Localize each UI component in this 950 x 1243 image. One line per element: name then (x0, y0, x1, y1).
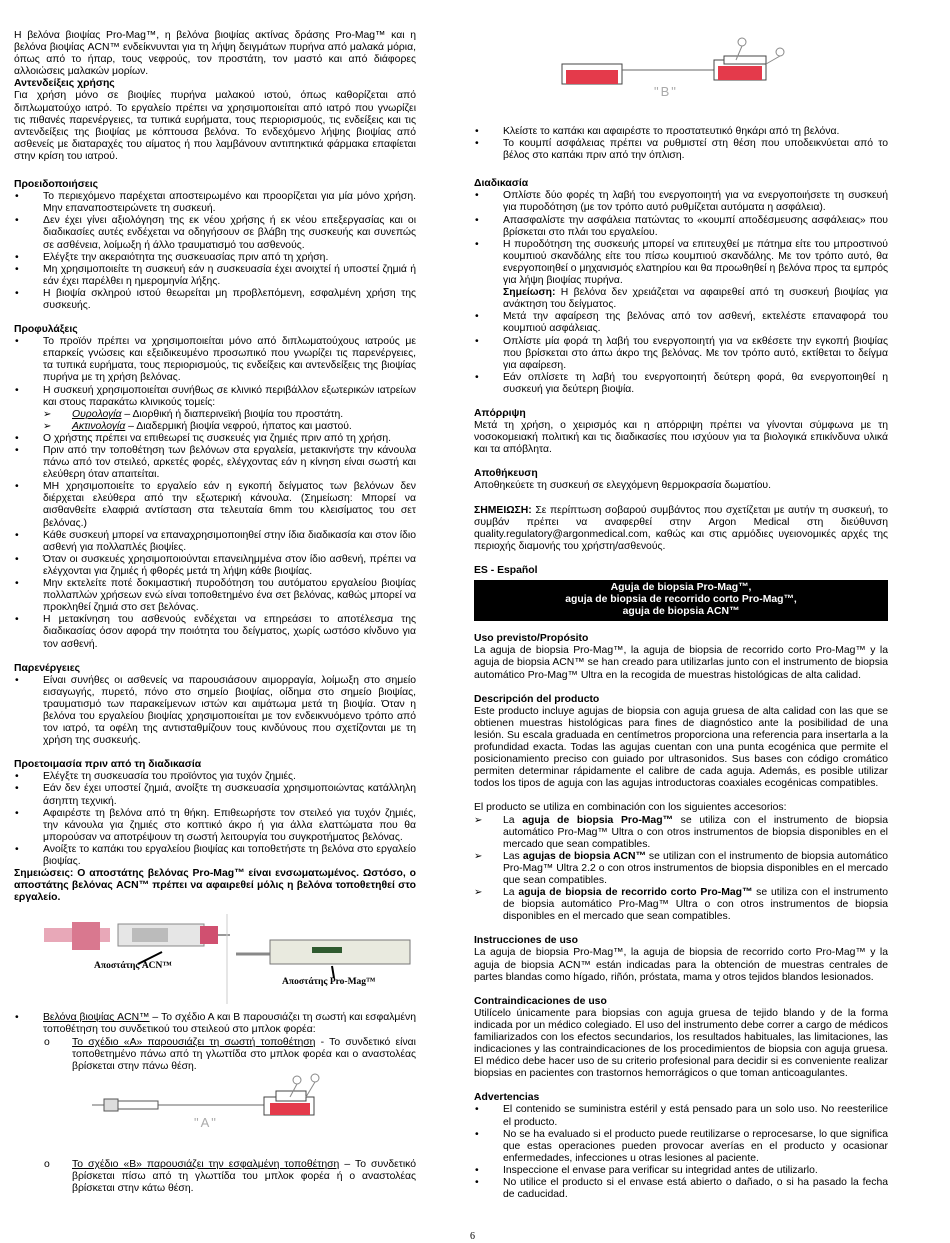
list-item: • Κλείστε το καπάκι και αφαιρέστε το προστατευτικό θηκάρι από τη βελόνα. (474, 126, 888, 138)
spacer-figures (14, 914, 416, 1010)
list-item: • Το κουμπί ασφάλειας πρέπει να ρυθμιστεί στη θέση που υποδεικνύεται από το βέλος στο καπάκι πριν από την όπλιση. (474, 138, 888, 162)
list-item (43, 409, 416, 421)
clinical-areas-list (14, 409, 416, 433)
list-item: • No se ha evaluado si el producto puede reutilizarse o reprocesarse, lo que significa que estas operaciones pueden provocar averías en el producto y ocasionar enfermedades, infecciones u otras lesiones al paciente. (474, 1129, 888, 1165)
precautions-heading: Προφυλάξεις (14, 324, 78, 336)
accessory-desc: se utilizan con el instrumento de biopsia automático Pro-Mag™ Ultra 2.2 o con otros instrumentos de biopsia disponibles en el mercado que sean compatibles. (503, 850, 889, 886)
list-item (14, 1159, 416, 1195)
acn-instructions-list (14, 1012, 416, 1036)
list-item: • Ελέγξτε την ακεραιότητα της συσκευασίας πριν από τη χρήση. (14, 252, 416, 264)
accessory-prefix: La (503, 887, 519, 899)
accessory-prefix: Las (503, 850, 523, 862)
acn-spacer-caption: Αποστάτης ACN™ (94, 961, 172, 972)
list-item: • Μην εκτελείτε ποτέ δοκιμαστική πυροδότηση του αυτόματου εργαλείου βιοψίας πολλαπλών χρήσεων ενώ είναι τοποθετημένο ένα σετ βελόνας, καθώς μπορεί να προκληθεί ζημιά στο σετ βελόνας. (14, 578, 416, 614)
list-item (474, 887, 888, 923)
list-item (474, 239, 888, 312)
list-item: • Μετά την αφαίρεση της βελόνας από τον ασθενή, εκτελέστε επαναφορά του κουμπιού ασφάλειας. (474, 311, 888, 335)
banner-line: aguja de biopsia de recorrido corto Pro-Mag™, (565, 594, 797, 606)
list-item: • El contenido se suministra estéril y está pensado para un solo uso. No reesterilice el producto. (474, 1104, 888, 1128)
list-item: • Δεν έχει γίνει αξιολόγηση της εκ νέου χρήσης ή εκ νέου επεξεργασίας και οι διαδικασίες αυτές ενδέχεται να οδηγήσουν σε βλάβη της συσκευής και συνεπώς σε ασθένεια, λοίμωξη ή άλλο τραυματισμό του ασθενούς. (14, 215, 416, 251)
list-item (14, 1037, 416, 1073)
incident-notice-text: Σε περίπτωση σοβαρού συμβάντος που σχετίζεται με αυτήν τη συσκευή, το συμβάν πρέπει να αναφερθεί στην Argon Medical στη διεύθυνση quality.regulatory@argonmedical.com, καθώς και στις αρμόδιες υγειονομικές αρχές της περιοχής διαμονής του χρήστη/ασθενούς. (474, 504, 888, 552)
product-description-text: Este producto incluye agujas de biopsia con aguja gruesa de alta calidad con las que se obtienen muestras histológicas para fines de diagnóstico ante la posibilidad de una lesión. Su escala graduada en centímetros proporciona una referencia para insertarla a la profundidad exacta. Todas las agujas cuentan con una punta ecogénica que permite el posicionamiento preciso con guiado por ultrasonidos. Sus bases con código cromático permiten determinar rápidamente el calibre de cada aguja. Además, es posible utilizar todos los tipos de aguja con las agujas introductoras coaxiales ecogénicas compatibles. (474, 705, 888, 790)
storage-text: Αποθηκεύετε τη συσκευή σε ελεγχόμενη θερμοκρασία δωματίου. (474, 480, 771, 492)
list-item: • No utilice el producto si el envase está abierto o dañado, o si ha pasado la fecha de caducidad. (474, 1177, 888, 1201)
intended-use-text: La aguja de biopsia Pro-Mag™, la aguja de biopsia de recorrido corto Pro-Mag™ y la aguja de biopsia ACN™ se han creado para utilizarlas junto con el instrumento de biopsia automático Pro-Mag™ Ultra en la recogida de muestras histológicas de alta calidad. (474, 645, 888, 681)
list-item: • Απασφαλίστε την ασφάλεια πατώντας το «κουμπί αποδέσμευσης ασφάλειας» που βρίσκεται στο πλάι του εργαλείου. (474, 215, 888, 239)
spanish-title-banner (474, 580, 888, 621)
list-item: • Εάν οπλίσετε τη λαβή του ενεργοποιητή δεύτερη φορά, θα ενεργοποιηθεί η συσκευή για δεύτερη βιοψία. (474, 372, 888, 396)
list-item: • Το περιεχόμενο παρέχεται αποστειρωμένο και προορίζεται για μία μόνο χρήση. Μην επαναποστειρώνετε τη συσκευή. (14, 191, 416, 215)
precautions-list (14, 336, 416, 409)
list-item (43, 421, 416, 433)
procedure-note-text: Η βελόνα δεν χρειάζεται να αφαιρεθεί από τη συσκευή βιοψίας για ανάκτηση του δείγματος. (503, 287, 888, 311)
list-item: • Κάθε συσκευή μπορεί να επαναχρησιμοποιηθεί στην ίδια διαδικασία και στον ίδιο ασθενή για πολλαπλές βιοψίες. (14, 530, 416, 554)
list-item (474, 815, 888, 851)
incident-notice (474, 505, 888, 553)
banner-line: Aguja de biopsia Pro-Mag™, (610, 582, 752, 593)
drawing-a-list (14, 1037, 416, 1073)
drawing-a-figure (14, 1073, 416, 1159)
warnings-heading: Προειδοποιήσεις (14, 179, 99, 191)
drawing-a-term: Το σχέδιο «Α» παρουσιάζει τη σωστή τοποθέτηση (72, 1036, 316, 1048)
list-item: • Η μετακίνηση του ασθενούς ενδέχεται να επηρεάσει το αποτέλεσμα της διαδικασίας όσον αφορά την ποιότητα του δείγματος, χωρίς ωστόσο κίνδυνο για τον ασθενή. (14, 614, 416, 650)
instructions-text: La aguja de biopsia Pro-Mag™, la aguja de biopsia de recorrido corto Pro-Mag™ y la aguja de biopsia ACN™ están indicadas para la obtención de muestras centrales de partes blandas como hígado, riñón, próstata, mama y otros tejidos blandos lesionados. (474, 947, 888, 983)
contraindications-es-heading: Contraindicaciones de uso (474, 995, 607, 1007)
spacer-note: Σημειώσεις: Ο αποστάτης βελόνας Pro-Mag™ είναι ενσωματωμένος. Ωστόσο, ο αποστάτης βελόνας ACN™ πρέπει να αφαιρεθεί μόλις η βελόνα τοποθετηθεί στο εργαλείο. (14, 868, 416, 904)
accessory-desc: se utiliza con el instrumento de biopsia automático Pro-Mag™ Ultra o con otros instrumentos de biopsia disponibles en el mercado que sean compatibles. (503, 887, 888, 923)
instructions-heading: Instrucciones de uso (474, 935, 578, 947)
preparation-heading: Προετοιμασία πριν από τη διαδικασία (14, 759, 202, 771)
drawing-b-figure (474, 30, 888, 126)
drawing-a-desc: - Το συνδετικό είναι τοποθετημένο πάνω από τη γλωττίδα στο μπλοκ φορέα και ο αναστολέας βρίσκεται στην πάνω θέση. (72, 1036, 416, 1072)
accessory-name: aguja de biopsia Pro-Mag™ (522, 814, 673, 826)
promag-spacer-caption: Αποστάτης Pro-Mag™ (282, 977, 376, 988)
page-number: 6 (470, 1231, 475, 1242)
contraindications-es-text: Utilícelo únicamente para biopsias con aguja gruesa de tejido blando y de la forma indicada por un médico colegiado. El uso del instrumento debe correr a cargo de médicos familiarizados con los efectos secundarios, los resultados habituales, las limitaciones, las indicaciones y las contraindicaciones de los procedimientos de biopsia con aguja gruesa. El médico debe hacer uso de su criterio profesional para decidir si es conveniente realizar biopsias en pacientes con trastornos hemorrágicos o que toman anticoagulantes. (474, 1007, 888, 1080)
list-item: • ΜΗ χρησιμοποιείτε το εργαλείο εάν η εγκοπή δείγματος των βελόνων δεν διέρχεται ελεύθερα από την εξωτερική κάνουλα. (Σημείωση: Μπορεί να αισθανθείτε ελαφριά αντίσταση στα τελευταία 6mm του κλεισίματος του σετ βελόνας.) (14, 481, 416, 529)
accessories-list (474, 815, 888, 924)
list-item: • Ανοίξτε το καπάκι του εργαλείου βιοψίας και τοποθετήστε τη βελόνα στο εργαλείο βιοψίας. (14, 844, 416, 868)
list-item: • Inspeccione el envase para verificar su integridad antes de utilizarlo. (474, 1165, 888, 1177)
accessory-name: agujas de biopsia ACN™ (522, 850, 646, 862)
closing-steps-list (474, 126, 888, 162)
accessory-name: aguja de biopsia de recorrido corto Pro-Mag™ (518, 887, 753, 899)
banner-line: aguja de biopsia ACN™ (622, 606, 740, 618)
preparation-list (14, 771, 416, 868)
list-item-text: Η συσκευή χρησιμοποιείται συνήθως σε κλινικό περιβάλλον εξωτερικών ιατρείων και στους παρακάτω κλινικούς τομείς: (43, 384, 416, 408)
drawing-b-list (14, 1159, 416, 1195)
warnings-es-heading: Advertencias (474, 1092, 540, 1104)
disposal-text: Μετά τη χρήση, ο χειρισμός και η απόρριψη πρέπει να γίνονται σύμφωνα με τη νοσοκομειακή πολιτική και τις διαδικασίες που ισχύουν για τα βιολογικά επικίνδυνα υλικά και τα απόβλητα. (474, 420, 888, 456)
list-item: • Ελέγξτε τη συσκευασία του προϊόντος για τυχόν ζημιές. (14, 771, 416, 783)
procedure-list (474, 190, 888, 396)
acn-needle-term: Βελόνα βιοψίας ACN™ (43, 1012, 150, 1024)
acn-spacer-image (44, 922, 230, 964)
list-item: • Πριν από την τοποθέτηση των βελόνων στα εργαλεία, μετακινήστε την κάνουλα πάνω από τον στειλεό, αρκετές φορές, ελέγχοντας εάν η κίνηση είναι σωστή και ελεύθερη όταν απαιτείται. (14, 445, 416, 481)
product-description-heading: Descripción del producto (474, 693, 600, 705)
list-item-text: Η πυροδότηση της συσκευής μπορεί να επιτευχθεί με πάτημα είτε του μπροστινού κουμπιού σκανδάλης είτε του πίσω κουμπιού σκανδάλης. Με τον τρόπο αυτό, θα ενεργοποιηθεί ο μηχανισμός ελατηρίου και θα προωθηθεί η βελόνα προς τα εμπρός για λήψη βιοψίας πυρήνα. (503, 238, 888, 287)
warnings-es-list (474, 1104, 888, 1201)
term-radiology-desc: – Διαδερμική βιοψία νεφρού, ήπατος και μαστού. (125, 420, 352, 432)
list-item: • Αφαιρέστε τη βελόνα από τη θήκη. Επιθεωρήστε τον στειλεό για τυχόν ζημιές, την κάνουλα για ζημιές στο κοπτικό άκρο ή για άλλα ελαττώματα που θα μπορούσαν να αποτρέψουν τη σωστή λειτουργία του συγκροτήματος βελόνας. (14, 808, 416, 844)
side-effects-list (14, 675, 416, 748)
right-column (474, 30, 888, 1201)
list-item (14, 385, 416, 409)
greek-column (14, 30, 416, 1195)
list-item (474, 851, 888, 887)
intro-paragraph: Η βελόνα βιοψίας Pro-Mag™, η βελόνα βιοψίας ακτίνας δράσης Pro-Mag™ και η βελόνα βιοψίας ACN™ ενδείκνυνται για τη λήψη δειγμάτων πυρήνα από μαλακά μόρια, όπως από το ήπαρ, τους νεφρούς, τον προστάτη, τον μαστό και από διάφορες αλλοιώσεις μαλακών μορίων. (14, 30, 416, 78)
disposal-heading: Απόρριψη (474, 407, 526, 419)
accessory-desc: se utiliza con el instrumento de biopsia automático Pro-Mag™ Ultra o con otros instrumentos de biopsia disponibles en el mercado que sean compatibles. (503, 814, 888, 850)
spanish-section-label: ES - Español (474, 564, 538, 576)
list-item: • Όταν οι συσκευές χρησιμοποιούνται επανειλημμένα στον ίδιο ασθενή, πρέπει να ελέγχονται για ζημιές ή φθορές μετά τη λήψη κάθε βιοψίας. (14, 554, 416, 578)
incident-notice-label: ΣΗΜΕΙΩΣΗ: (474, 504, 532, 516)
list-item: • Μη χρησιμοποιείτε τη συσκευή εάν η συσκευασία έχει ανοιχτεί ή υποστεί ζημιά ή εάν έχει παρέλθει η ημερομηνία λήξης. (14, 264, 416, 288)
side-effects-heading: Παρενέργειες (14, 662, 81, 674)
term-urology-desc: – Διορθική ή διαπερινεϊκή βιοψία του προστάτη. (121, 408, 344, 420)
acn-needle-desc: – Το σχέδιο Α και Β παρουσιάζει τη σωστή και εσφαλμένη τοποθέτηση του συνδετικού του στειλεού στο μπλοκ φορέα: (43, 1012, 416, 1036)
term-urology: Ουρολογία (72, 408, 122, 420)
drawing-b-term: Το σχέδιο «Β» παρουσιάζει την εσφαλμένη τοποθέτηση (72, 1158, 340, 1170)
contraindications-text: Για χρήση μόνο σε βιοψίες πυρήνα μαλακού ιστού, όπως καθορίζεται από διπλωματούχο ιατρό. Το εργαλείο πρέπει να χρησιμοποιείται από ιατρό που γνωρίζει τις πιθανές παρενέργειες, τα τυπικά ευρήματα, τους περιορισμούς, τις ενδείξεις και τις αντενδείξεις της βιοψίας με κόπτουσα βελόνα. Το ενδεχόμενο λήψης βιοψίας από ασθενείς με διαταραχές του αίματος ή που λαμβάνουν αντιπηκτικά φάρμακα επαφίεται στην κρίση του ιατρού. (14, 90, 416, 162)
list-item: • Η βιοψία σκληρού ιστού θεωρείται μη προβλεπόμενη, εσφαλμένη χρήση της συσκευής. (14, 288, 416, 312)
needle-spacer-photos (14, 914, 416, 1010)
warnings-list (14, 191, 416, 312)
term-radiology: Ακτινολογία (72, 420, 126, 432)
list-item: • Οπλίστε δύο φορές τη λαβή του ενεργοποιητή για να ενεργοποιήσετε τη συσκευή για πυροδότηση (με τον τρόπο αυτό ρυθμίζεται αυτόματα η ασφάλεια). (474, 190, 888, 214)
list-item: • Ο χρήστης πρέπει να επιθεωρεί τις συσκευές για ζημιές πριν από τη χρήση. (14, 433, 416, 445)
procedure-note-label: Σημείωση: (503, 287, 556, 299)
drawing-a-label: "A" (194, 1114, 218, 1130)
accessories-intro: El producto se utiliza en combinación con los siguientes accesorios: (474, 802, 787, 814)
list-item: • Είναι συνήθες οι ασθενείς να παρουσιάσουν αιμορραγία, λοίμωξη στο σημείο εισαγωγής, πυρετό, πόνο στο σημείο βιοψίας, οίδημα στο σημείο βιοψίας, τραυματισμό των παρακείμενων ιστών και αιμάτωμα μετά τη βιοψία. Όταν η βελόνα του εργαλείου βιοψίας χρησιμοποιείται με τον ενδεικνυόμενο τρόπο από τον ιατρό, τα οφέλη της αντισταθμίζουν τους κινδύνους που σχετίζονται με τη χρήση της συσκευής. (14, 675, 416, 748)
promag-spacer-image (236, 940, 410, 978)
list-item: • Οπλίστε μία φορά τη λαβή του ενεργοποιητή για να εκθέσετε την εγκοπή βιοψίας που βρίσκεται στο άπω άκρο της βελόνας. Με τον τρόπο αυτό, εκτίθεται το δείγμα για αφαίρεση. (474, 336, 888, 372)
drawing-b-image (474, 30, 888, 126)
contraindications-heading: Αντενδείξεις χρήσης (14, 78, 115, 90)
accessory-prefix: La (503, 814, 523, 826)
procedure-heading: Διαδικασία (474, 178, 529, 190)
drawing-b-label: "B" (654, 84, 678, 99)
list-item (14, 1012, 416, 1036)
storage-heading: Αποθήκευση (474, 468, 538, 480)
list-item: • Εάν δεν έχει υποστεί ζημιά, ανοίξτε τη συσκευασία χρησιμοποιώντας κατάλληλη άσηπτη τεχνική. (14, 783, 416, 807)
drawing-b-desc: – Το συνδετικό βρίσκεται πίσω από τη γλωττίδα του μπλοκ φορέα ή ο αναστολέας βρίσκεται στην κάτω θέση. (72, 1158, 416, 1195)
precautions-list-continued (14, 433, 416, 651)
list-item: • Το προϊόν πρέπει να χρησιμοποιείται μόνο από διπλωματούχους ιατρούς με επαρκείς γνώσεις και εξειδικευμένο προσωπικό που γνωρίζει τις παρενέργειες, τα τυπικά ευρήματα, τους περιορισμούς, τις ενδείξεις και αντενδείξεις της βιοψίας πυρήνα με τη χρήση βελόνας. (14, 336, 416, 384)
intended-use-heading: Uso previsto/Propósito (474, 633, 589, 645)
